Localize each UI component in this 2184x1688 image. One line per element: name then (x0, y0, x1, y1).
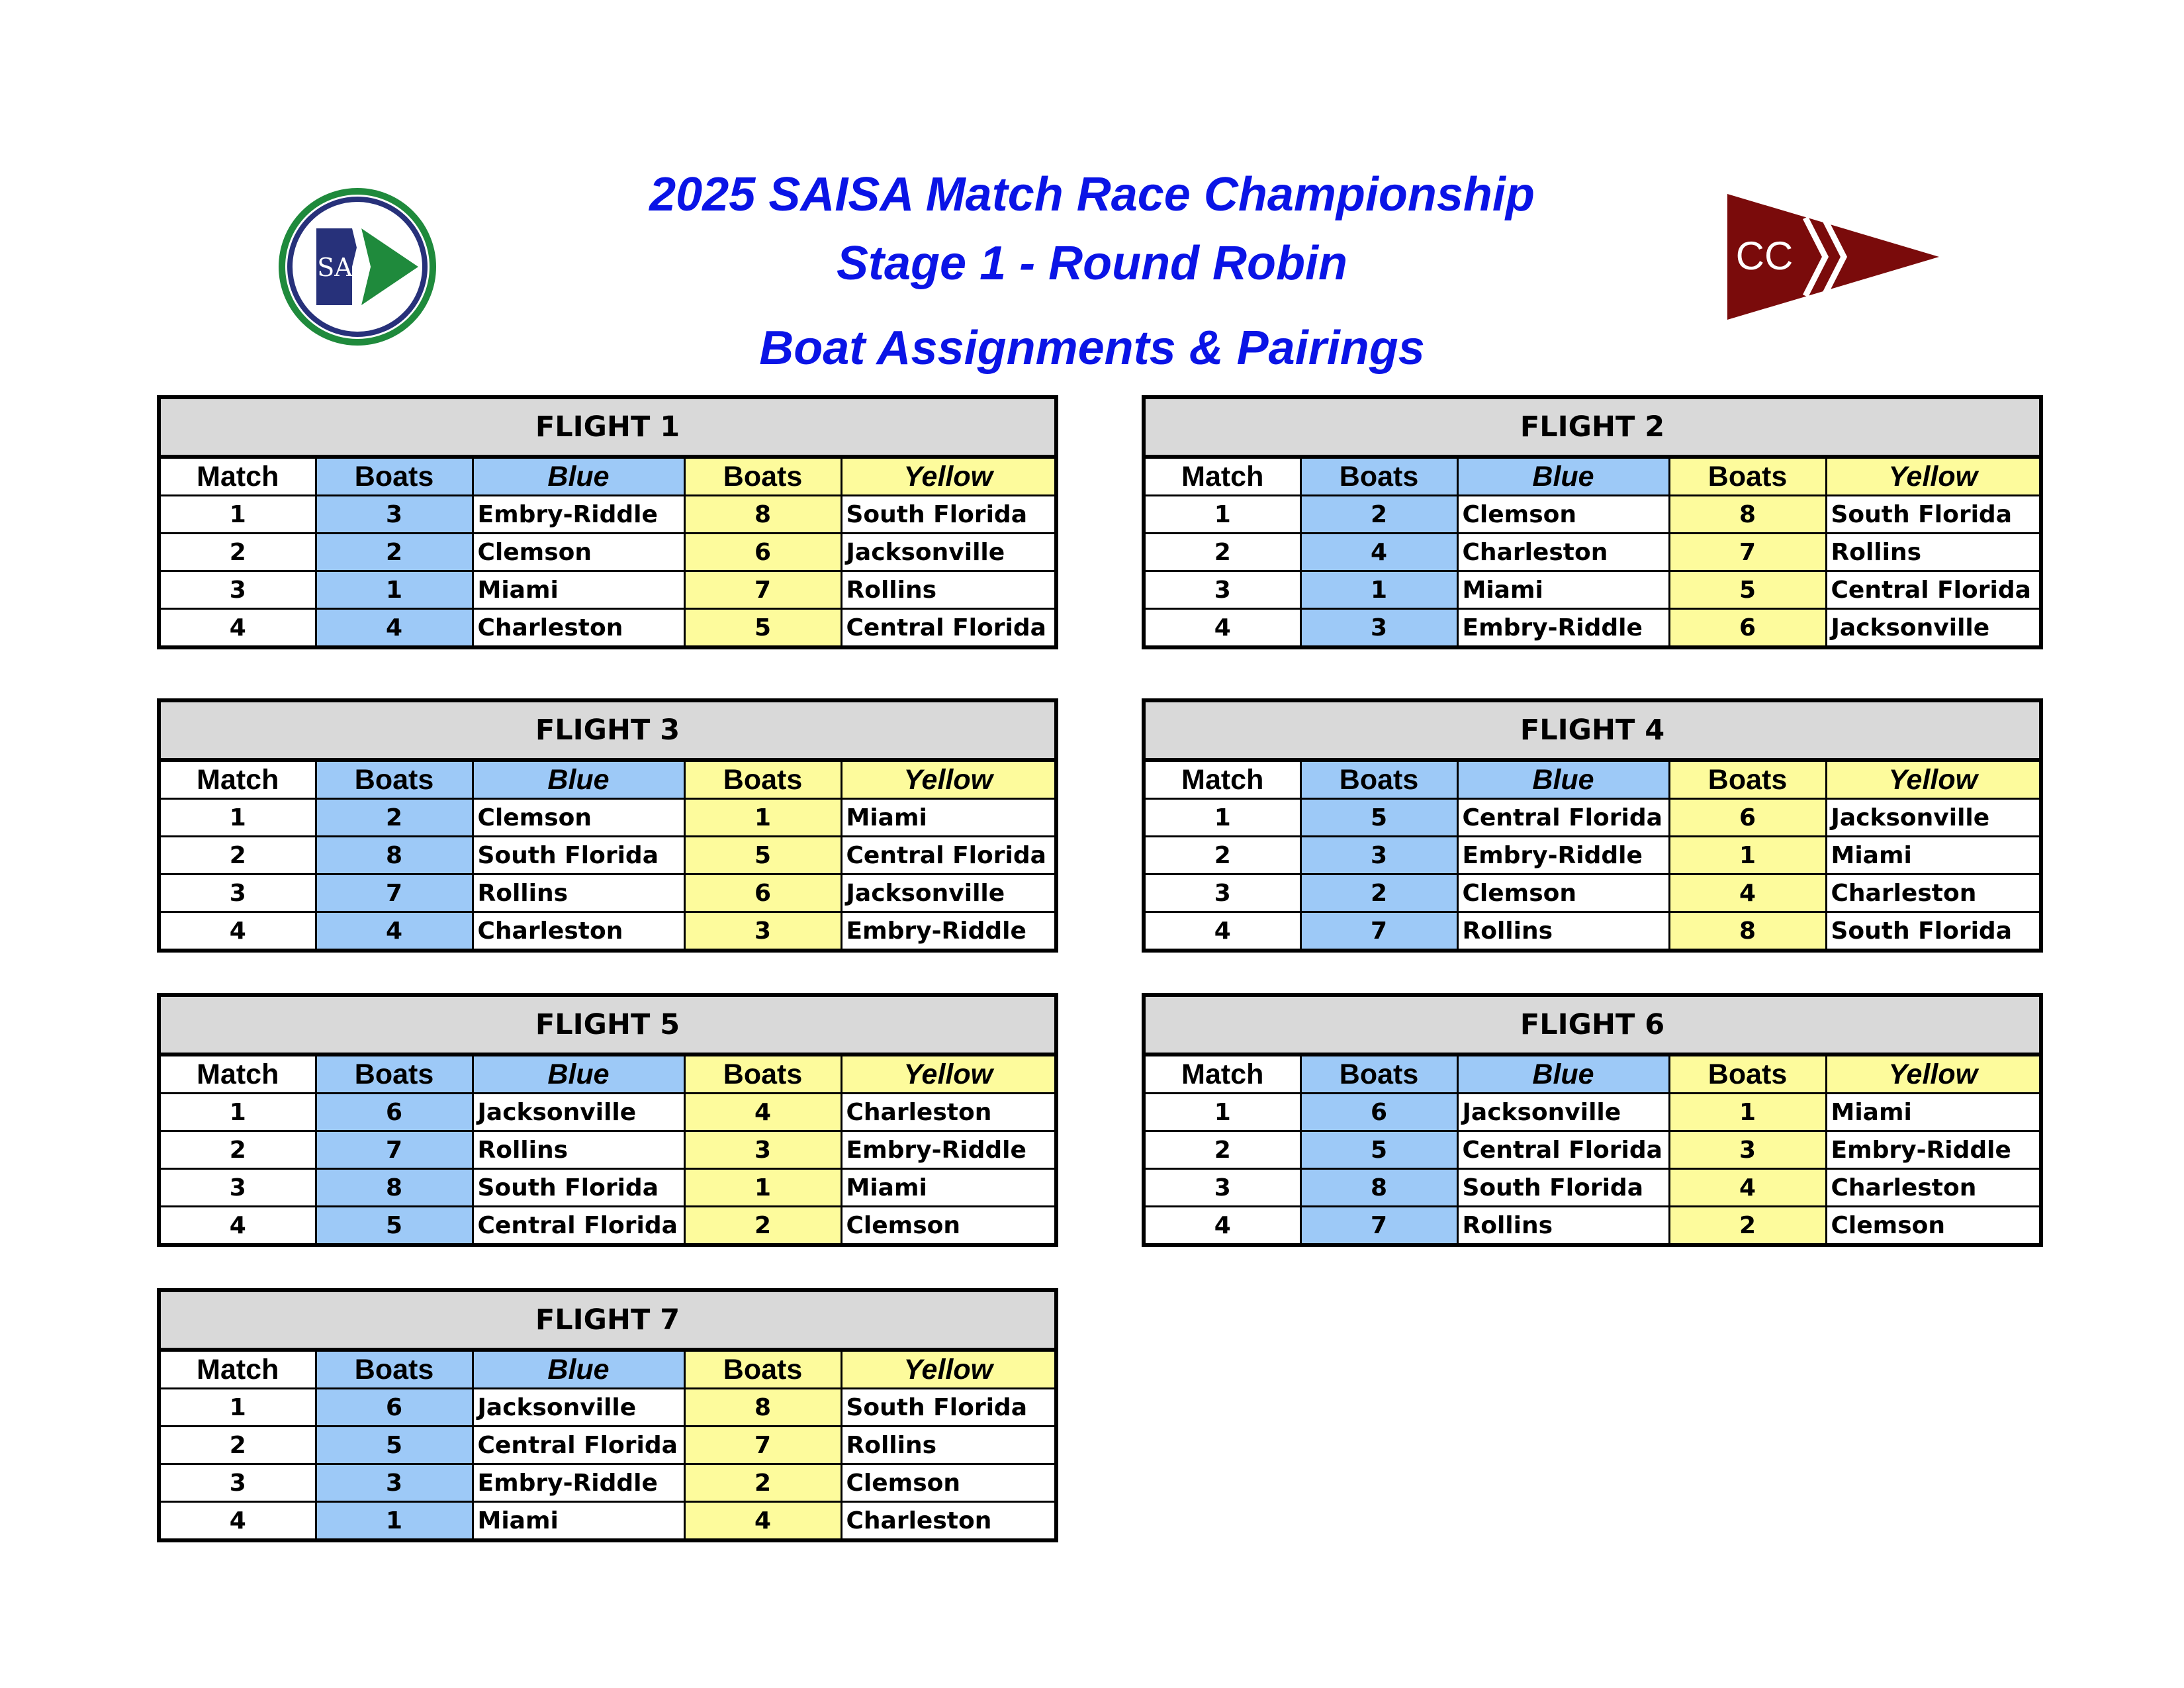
cc-burgee-logo (1727, 194, 1939, 326)
blue-team: Clemson (473, 799, 684, 837)
blue-column-header: Blue (473, 760, 684, 799)
yellow-boat-number: 7 (684, 1427, 841, 1464)
table-row (159, 1169, 1056, 1207)
yellow-boat-number: 4 (1669, 874, 1826, 912)
blue-boats-column-header: Boats (316, 457, 473, 496)
blue-team: Rollins (1457, 1207, 1669, 1246)
blue-boat-number: 4 (316, 912, 473, 951)
flight-3-table (157, 698, 1058, 953)
flight-title: FLIGHT 6 (1144, 995, 2041, 1055)
yellow-team: Rollins (1826, 534, 2041, 571)
match-column-header: Match (1144, 1055, 1300, 1094)
yellow-team: South Florida (841, 1389, 1056, 1427)
match-number: 2 (159, 534, 316, 571)
yellow-team: Rollins (841, 571, 1056, 609)
blue-boat-number: 8 (1300, 1169, 1457, 1207)
table-row (159, 609, 1056, 648)
yellow-team: Jacksonville (841, 534, 1056, 571)
table-row (1144, 571, 2041, 609)
yellow-team: South Florida (1826, 912, 2041, 951)
blue-team: Charleston (473, 609, 684, 648)
table-row (159, 1131, 1056, 1169)
blue-team: Clemson (1457, 496, 1669, 534)
blue-team: Central Florida (473, 1207, 684, 1246)
match-number: 2 (159, 1427, 316, 1464)
yellow-team: Charleston (1826, 1169, 2041, 1207)
yellow-boat-number: 2 (684, 1207, 841, 1246)
blue-team: Jacksonville (473, 1389, 684, 1427)
yellow-team: Miami (1826, 837, 2041, 874)
match-number: 1 (159, 1094, 316, 1131)
blue-team: Rollins (1457, 912, 1669, 951)
blue-boat-number: 3 (1300, 837, 1457, 874)
match-column-header: Match (159, 760, 316, 799)
blue-boat-number: 6 (316, 1094, 473, 1131)
yellow-boat-number: 3 (1669, 1131, 1826, 1169)
yellow-boat-number: 6 (1669, 799, 1826, 837)
table-row (1144, 1169, 2041, 1207)
flight-title: FLIGHT 1 (159, 397, 1056, 457)
match-number: 3 (159, 1464, 316, 1502)
blue-boat-number: 2 (316, 799, 473, 837)
match-column-header: Match (159, 457, 316, 496)
blue-team: Clemson (473, 534, 684, 571)
yellow-boats-column-header: Boats (684, 1350, 841, 1389)
blue-team: Embry-Riddle (1457, 837, 1669, 874)
blue-boats-column-header: Boats (316, 1055, 473, 1094)
saisa-logo-text: SA (317, 253, 353, 282)
match-number: 2 (1144, 1131, 1300, 1169)
flight-4-table (1142, 698, 2043, 953)
blue-team: South Florida (1457, 1169, 1669, 1207)
yellow-boat-number: 6 (684, 874, 841, 912)
yellow-boat-number: 1 (1669, 837, 1826, 874)
blue-boat-number: 7 (316, 1131, 473, 1169)
yellow-team: Charleston (1826, 874, 2041, 912)
yellow-column-header: Yellow (1826, 1055, 2041, 1094)
blue-boats-column-header: Boats (1300, 1055, 1457, 1094)
blue-boat-number: 5 (1300, 1131, 1457, 1169)
yellow-team: Central Florida (841, 837, 1056, 874)
yellow-boat-number: 1 (684, 799, 841, 837)
yellow-boat-number: 3 (684, 912, 841, 951)
table-row (159, 1389, 1056, 1427)
match-number: 3 (159, 571, 316, 609)
yellow-boat-number: 1 (684, 1169, 841, 1207)
page-title: 2025 SAISA Match Race Championship (649, 168, 1535, 221)
yellow-team: Jacksonville (1826, 799, 2041, 837)
blue-column-header: Blue (473, 457, 684, 496)
table-row (159, 1502, 1056, 1541)
blue-team: Jacksonville (473, 1094, 684, 1131)
table-row (159, 837, 1056, 874)
match-column-header: Match (1144, 760, 1300, 799)
yellow-team: Central Florida (1826, 571, 2041, 609)
blue-boat-number: 5 (316, 1427, 473, 1464)
yellow-boats-column-header: Boats (684, 760, 841, 799)
yellow-column-header: Yellow (841, 1055, 1056, 1094)
yellow-team: Embry-Riddle (841, 912, 1056, 951)
blue-team: Charleston (1457, 534, 1669, 571)
table-row (1144, 912, 2041, 951)
blue-boat-number: 2 (316, 534, 473, 571)
table-row (159, 496, 1056, 534)
table-row (159, 534, 1056, 571)
blue-boat-number: 1 (1300, 571, 1457, 609)
match-column-header: Match (159, 1350, 316, 1389)
yellow-boats-column-header: Boats (684, 457, 841, 496)
blue-team: Rollins (473, 1131, 684, 1169)
table-row (159, 1207, 1056, 1246)
yellow-boat-number: 8 (684, 496, 841, 534)
yellow-team: Jacksonville (841, 874, 1056, 912)
yellow-boat-number: 3 (684, 1131, 841, 1169)
blue-boat-number: 4 (316, 609, 473, 648)
match-number: 3 (159, 874, 316, 912)
yellow-team: South Florida (1826, 496, 2041, 534)
yellow-boat-number: 7 (1669, 534, 1826, 571)
blue-boat-number: 5 (316, 1207, 473, 1246)
flight-title: FLIGHT 4 (1144, 700, 2041, 760)
yellow-boats-column-header: Boats (1669, 760, 1826, 799)
blue-team: Clemson (1457, 874, 1669, 912)
yellow-team: Embry-Riddle (1826, 1131, 2041, 1169)
match-number: 1 (1144, 496, 1300, 534)
yellow-column-header: Yellow (1826, 457, 2041, 496)
match-number: 2 (159, 1131, 316, 1169)
match-number: 2 (159, 837, 316, 874)
blue-boat-number: 1 (316, 1502, 473, 1541)
yellow-boat-number: 4 (1669, 1169, 1826, 1207)
match-number: 3 (1144, 874, 1300, 912)
blue-team: Central Florida (1457, 799, 1669, 837)
yellow-column-header: Yellow (841, 457, 1056, 496)
yellow-boat-number: 4 (684, 1502, 841, 1541)
page-section-title: Boat Assignments & Pairings (759, 322, 1425, 375)
yellow-boat-number: 8 (1669, 912, 1826, 951)
yellow-team: Clemson (1826, 1207, 2041, 1246)
table-row (159, 1094, 1056, 1131)
blue-boat-number: 2 (1300, 496, 1457, 534)
yellow-boat-number: 2 (1669, 1207, 1826, 1246)
blue-boat-number: 8 (316, 837, 473, 874)
blue-boats-column-header: Boats (1300, 457, 1457, 496)
blue-column-header: Blue (1457, 760, 1669, 799)
flight-title: FLIGHT 7 (159, 1290, 1056, 1350)
yellow-team: Clemson (841, 1464, 1056, 1502)
blue-boat-number: 1 (316, 571, 473, 609)
yellow-boat-number: 6 (1669, 609, 1826, 648)
blue-boat-number: 7 (1300, 912, 1457, 951)
blue-team: Miami (473, 571, 684, 609)
yellow-boat-number: 8 (684, 1389, 841, 1427)
blue-boat-number: 7 (316, 874, 473, 912)
yellow-boat-number: 5 (684, 837, 841, 874)
match-column-header: Match (1144, 457, 1300, 496)
match-number: 1 (159, 1389, 316, 1427)
match-number: 2 (1144, 534, 1300, 571)
table-row (1144, 1131, 2041, 1169)
yellow-boat-number: 2 (684, 1464, 841, 1502)
blue-boat-number: 6 (1300, 1094, 1457, 1131)
yellow-boats-column-header: Boats (1669, 457, 1826, 496)
match-number: 4 (1144, 912, 1300, 951)
table-row (1144, 534, 2041, 571)
yellow-boats-column-header: Boats (684, 1055, 841, 1094)
blue-column-header: Blue (1457, 1055, 1669, 1094)
yellow-boat-number: 5 (684, 609, 841, 648)
table-row (1144, 609, 2041, 648)
table-row (159, 571, 1056, 609)
blue-team: Central Florida (473, 1427, 684, 1464)
page-subtitle: Stage 1 - Round Robin (837, 237, 1347, 290)
blue-boat-number: 5 (1300, 799, 1457, 837)
yellow-team: Miami (841, 1169, 1056, 1207)
flight-2-table (1142, 395, 2043, 649)
yellow-team: Jacksonville (1826, 609, 2041, 648)
blue-boat-number: 6 (316, 1389, 473, 1427)
blue-team: Charleston (473, 912, 684, 951)
table-row (1144, 1094, 2041, 1131)
match-number: 4 (159, 912, 316, 951)
blue-boat-number: 4 (1300, 534, 1457, 571)
blue-team: Miami (1457, 571, 1669, 609)
yellow-team: South Florida (841, 496, 1056, 534)
blue-column-header: Blue (473, 1055, 684, 1094)
blue-column-header: Blue (473, 1350, 684, 1389)
blue-boats-column-header: Boats (1300, 760, 1457, 799)
blue-team: Jacksonville (1457, 1094, 1669, 1131)
blue-team: South Florida (473, 837, 684, 874)
flight-5-table (157, 993, 1058, 1247)
yellow-boat-number: 1 (1669, 1094, 1826, 1131)
yellow-column-header: Yellow (841, 1350, 1056, 1389)
match-number: 4 (159, 1502, 316, 1541)
match-number: 1 (159, 496, 316, 534)
yellow-team: Charleston (841, 1502, 1056, 1541)
blue-team: Embry-Riddle (473, 496, 684, 534)
yellow-team: Rollins (841, 1427, 1056, 1464)
blue-boat-number: 7 (1300, 1207, 1457, 1246)
match-number: 1 (1144, 799, 1300, 837)
yellow-team: Miami (1826, 1094, 2041, 1131)
table-row (1144, 874, 2041, 912)
match-number: 4 (1144, 609, 1300, 648)
table-row (1144, 1207, 2041, 1246)
blue-team: Miami (473, 1502, 684, 1541)
table-row (159, 912, 1056, 951)
blue-team: South Florida (473, 1169, 684, 1207)
yellow-boat-number: 6 (684, 534, 841, 571)
match-column-header: Match (159, 1055, 316, 1094)
flight-7-table (157, 1288, 1058, 1542)
match-number: 4 (1144, 1207, 1300, 1246)
cc-logo-text: CC (1735, 234, 1794, 278)
yellow-boat-number: 7 (684, 571, 841, 609)
flight-6-table (1142, 993, 2043, 1247)
yellow-boat-number: 5 (1669, 571, 1826, 609)
table-row (159, 874, 1056, 912)
blue-team: Embry-Riddle (473, 1464, 684, 1502)
match-number: 1 (1144, 1094, 1300, 1131)
yellow-team: Central Florida (841, 609, 1056, 648)
yellow-column-header: Yellow (841, 760, 1056, 799)
blue-boat-number: 8 (316, 1169, 473, 1207)
table-row (1144, 799, 2041, 837)
yellow-team: Clemson (841, 1207, 1056, 1246)
table-row (159, 1427, 1056, 1464)
yellow-team: Charleston (841, 1094, 1056, 1131)
blue-boat-number: 2 (1300, 874, 1457, 912)
flight-title: FLIGHT 2 (1144, 397, 2041, 457)
blue-team: Central Florida (1457, 1131, 1669, 1169)
match-number: 2 (1144, 837, 1300, 874)
table-row (159, 799, 1056, 837)
blue-boat-number: 3 (316, 496, 473, 534)
match-number: 3 (1144, 1169, 1300, 1207)
yellow-column-header: Yellow (1826, 760, 2041, 799)
blue-boat-number: 3 (1300, 609, 1457, 648)
yellow-team: Miami (841, 799, 1056, 837)
blue-boats-column-header: Boats (316, 1350, 473, 1389)
flight-title: FLIGHT 5 (159, 995, 1056, 1055)
blue-boats-column-header: Boats (316, 760, 473, 799)
match-number: 1 (159, 799, 316, 837)
blue-boat-number: 3 (316, 1464, 473, 1502)
match-number: 4 (159, 609, 316, 648)
table-row (1144, 837, 2041, 874)
yellow-team: Embry-Riddle (841, 1131, 1056, 1169)
flight-1-table (157, 395, 1058, 649)
table-row (1144, 496, 2041, 534)
yellow-boat-number: 4 (684, 1094, 841, 1131)
match-number: 3 (1144, 571, 1300, 609)
blue-team: Embry-Riddle (1457, 609, 1669, 648)
blue-column-header: Blue (1457, 457, 1669, 496)
flight-title: FLIGHT 3 (159, 700, 1056, 760)
yellow-boat-number: 8 (1669, 496, 1826, 534)
blue-team: Rollins (473, 874, 684, 912)
match-number: 3 (159, 1169, 316, 1207)
match-number: 4 (159, 1207, 316, 1246)
yellow-boats-column-header: Boats (1669, 1055, 1826, 1094)
table-row (159, 1464, 1056, 1502)
